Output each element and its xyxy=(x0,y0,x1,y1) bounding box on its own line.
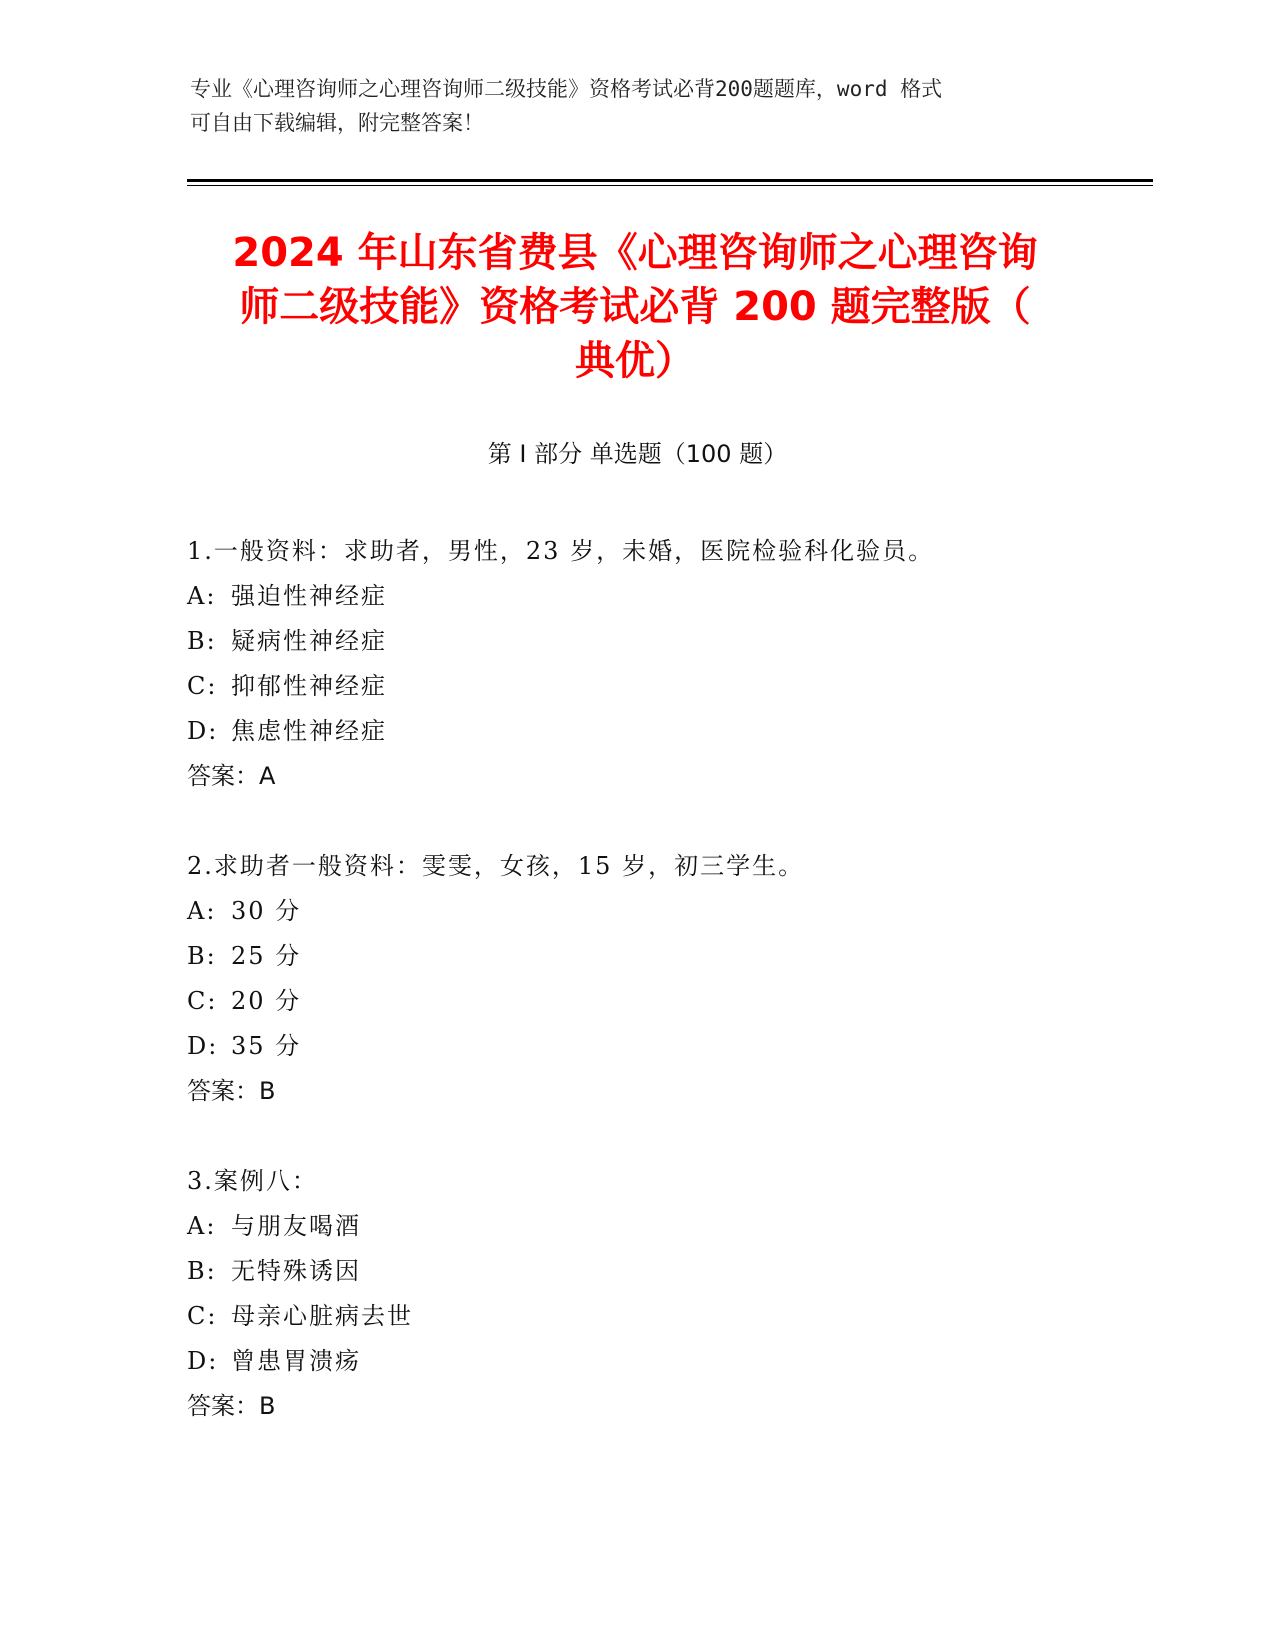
option-d xyxy=(187,1339,1137,1384)
option-letter: A: xyxy=(187,582,217,610)
document-title-line-3: 典优） xyxy=(575,338,695,384)
option-text: 曾患胃溃疡 xyxy=(231,1347,361,1375)
option-text: 与朋友喝酒 xyxy=(231,1212,361,1240)
header-note xyxy=(190,72,1090,140)
question-1 xyxy=(187,529,1137,799)
option-letter: B: xyxy=(187,1257,217,1285)
header-note-line-1: 专业《心理咨询师之心理咨询师二级技能》资格考试必背200题题库，word 格式 xyxy=(190,77,943,101)
option-text: 母亲心脏病去世 xyxy=(231,1302,413,1330)
document-title xyxy=(160,226,1110,388)
option-letter: D: xyxy=(187,1032,219,1060)
option-a xyxy=(187,574,1137,619)
option-text: 疑病性神经症 xyxy=(231,627,387,655)
answer-line: 答案：B xyxy=(187,1392,276,1420)
question-stem: 2.求助者一般资料：雯雯，女孩，15 岁，初三学生。 xyxy=(187,852,805,880)
option-c xyxy=(187,979,1137,1024)
header-divider-thick xyxy=(187,179,1153,182)
header-note-line-2: 可自由下载编辑，附完整答案！ xyxy=(190,111,484,135)
document-title-line-1: 2024 年山东省费县《心理咨询师之心理咨询 xyxy=(232,230,1038,276)
option-text: 无特殊诱因 xyxy=(231,1257,361,1285)
question-2 xyxy=(187,844,1137,1114)
option-letter: C: xyxy=(187,987,218,1015)
option-text: 强迫性神经症 xyxy=(231,582,387,610)
option-text: 30 分 xyxy=(231,897,302,925)
option-letter: D: xyxy=(187,1347,219,1375)
option-letter: C: xyxy=(187,672,218,700)
option-c xyxy=(187,664,1137,709)
question-3 xyxy=(187,1159,1137,1429)
option-b xyxy=(187,1249,1137,1294)
option-text: 25 分 xyxy=(231,942,302,970)
option-letter: C: xyxy=(187,1302,218,1330)
option-a xyxy=(187,889,1137,934)
option-letter: B: xyxy=(187,627,217,655)
answer-line: 答案：A xyxy=(187,762,276,790)
header-divider-thin xyxy=(187,185,1153,186)
option-b xyxy=(187,619,1137,664)
option-b xyxy=(187,934,1137,979)
option-text: 20 分 xyxy=(231,987,302,1015)
option-d xyxy=(187,1024,1137,1069)
answer-line: 答案：B xyxy=(187,1077,276,1105)
document-title-line-2: 师二级技能》资格考试必背 200 题完整版（ xyxy=(239,284,1031,330)
question-list xyxy=(187,529,1137,1474)
option-letter: D: xyxy=(187,717,219,745)
question-stem: 3.案例八： xyxy=(187,1167,318,1195)
option-c xyxy=(187,1294,1137,1339)
option-letter: A: xyxy=(187,897,217,925)
option-text: 35 分 xyxy=(231,1032,302,1060)
option-d xyxy=(187,709,1137,754)
question-stem: 1.一般资料：求助者，男性，23 岁，未婚，医院检验科化验员。 xyxy=(187,537,935,565)
option-letter: B: xyxy=(187,942,217,970)
option-letter: A: xyxy=(187,1212,217,1240)
option-a xyxy=(187,1204,1137,1249)
option-text: 焦虑性神经症 xyxy=(231,717,387,745)
option-text: 抑郁性神经症 xyxy=(231,672,387,700)
section-title: 第 I 部分 单选题（100 题） xyxy=(487,440,788,468)
